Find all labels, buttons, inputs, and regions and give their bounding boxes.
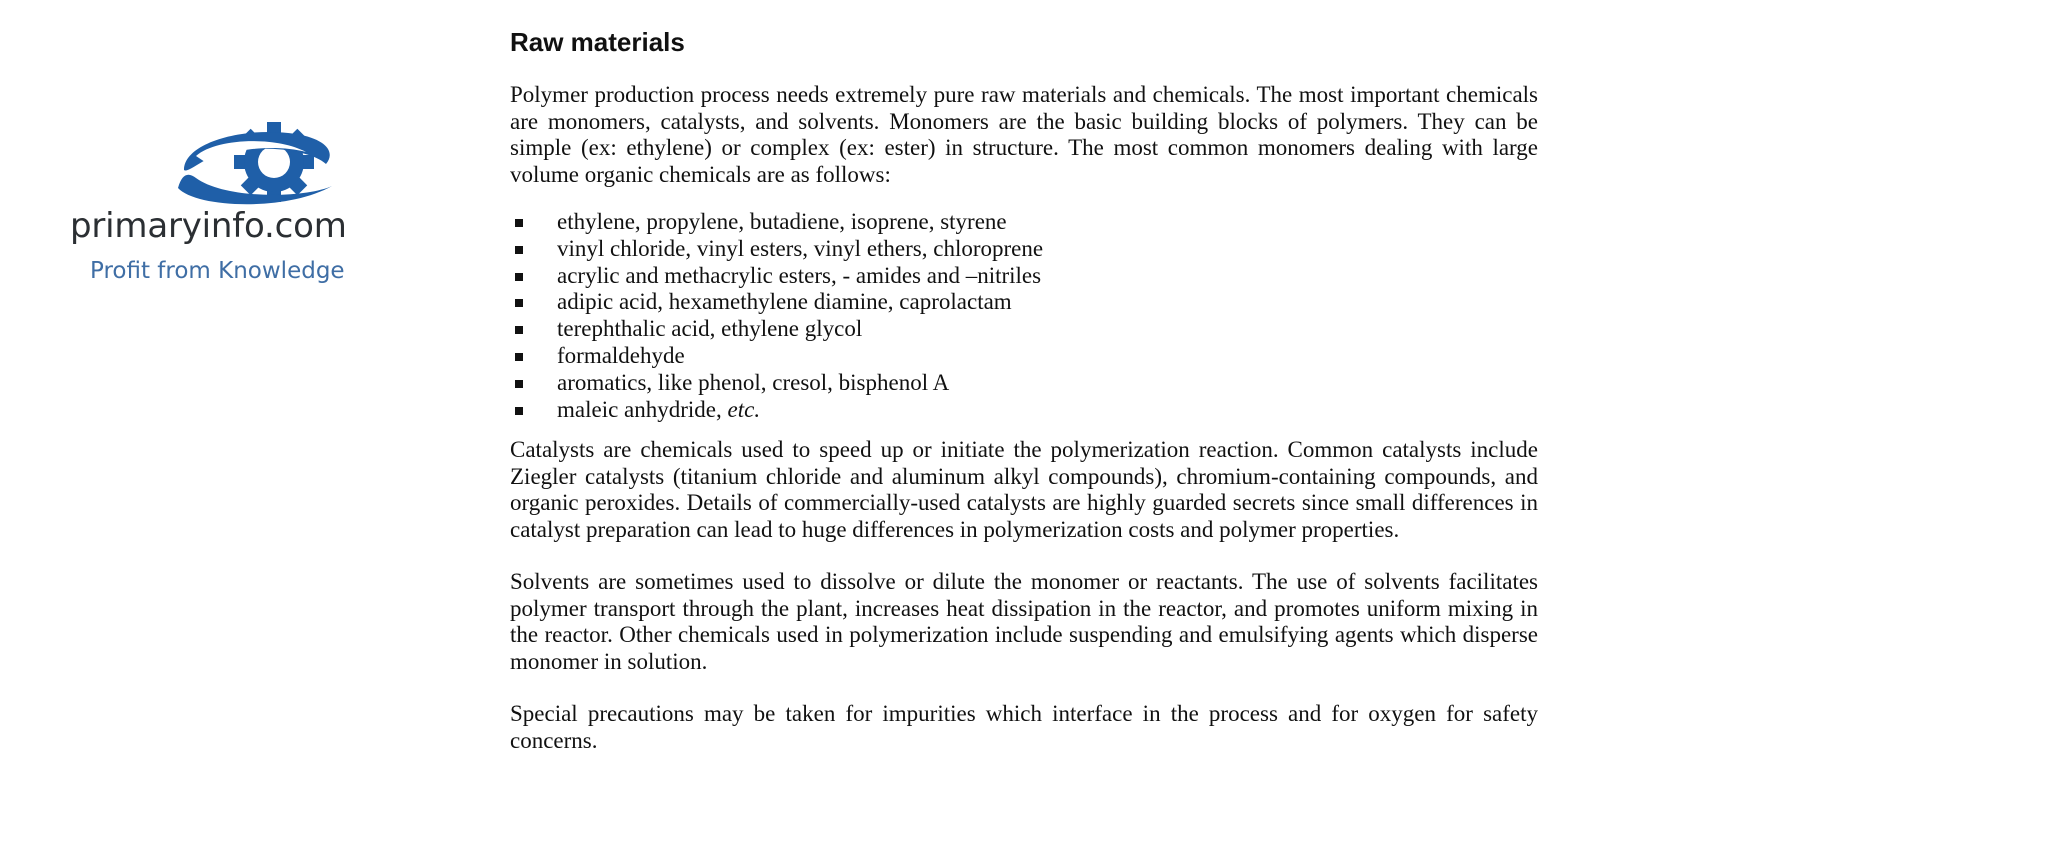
list-item-text: formaldehyde: [557, 342, 685, 368]
list-item-text: adipic acid, hexamethylene diamine, caprolactam: [557, 289, 1012, 315]
bullet-square-icon: [515, 246, 523, 254]
section-title: Raw materials: [510, 27, 685, 57]
list-item-text: vinyl chloride, vinyl esters, vinyl ethers, chloroprene: [557, 235, 1044, 261]
list-item-text: aromatics, like phenol, cresol, bisphenol A: [557, 369, 950, 395]
precautions-paragraph: Special precautions may be taken for impurities which interface in the process and for oxygen for safety concerns.: [510, 701, 1538, 753]
list-item: [510, 289, 1538, 316]
solvents-paragraph: Solvents are sometimes used to dissolve or dilute the monomer or reactants. The use of solvents facilitates polymer transport through the plant, increases heat dissipation in the reactor, and promotes uniform mixing in the reactor. Other chemicals used in polymerization include suspending and emulsifying agents which disperse monomer in solution.: [510, 569, 1538, 674]
bullet-square-icon: [515, 380, 523, 388]
bullet-square-icon: [515, 326, 523, 334]
catalysts-paragraph: Catalysts are chemicals used to speed up or initiate the polymerization reaction. Common catalysts include Ziegler catalysts (titanium chloride and aluminum alkyl compounds), chromium-containing compounds, and organic peroxides. Details of commercially-used catalysts are highly guarded secrets since small differences in catalyst preparation can lead to huge differences in polymerization costs and polymer properties.: [510, 437, 1538, 542]
list-item: [510, 209, 1538, 236]
list-item: [510, 236, 1538, 263]
list-item: [510, 263, 1538, 290]
bullet-square-icon: [515, 407, 523, 415]
list-item: [510, 343, 1538, 370]
list-item-text: terephthalic acid, ethylene glycol: [557, 316, 863, 342]
bullet-square-icon: [515, 273, 523, 281]
brand-tagline: Profit from Knowledge: [90, 258, 345, 284]
list-item: [510, 397, 1538, 424]
bullet-square-icon: [515, 219, 523, 227]
document-body: [510, 24, 1538, 754]
monomer-list: [510, 209, 1538, 423]
brand-logo: [66, 112, 386, 302]
list-item-text: ethylene, propylene, butadiene, isoprene, styrene: [557, 209, 1007, 234]
bullet-square-icon: [515, 299, 523, 307]
list-item: [510, 370, 1538, 397]
gear-with-swoosh-icon: [156, 112, 366, 212]
list-item-italic-text: etc.: [727, 396, 761, 422]
intro-paragraph: Polymer production process needs extremely pure raw materials and chemicals. The most important chemicals are monomers, catalysts, and solvents. Monomers are the basic building blocks of polymers. They can be simple (ex: ethylene) or complex (ex: ester) in structure. The most common monomers dealing with large volume organic chemicals are as follows:: [510, 82, 1538, 187]
brand-name: primaryinfo.com: [70, 206, 347, 246]
list-item-text: acrylic and methacrylic esters, - amides and –nitriles: [557, 262, 1042, 288]
bullet-square-icon: [515, 353, 523, 361]
list-item-text: maleic anhydride,: [557, 396, 728, 422]
list-item: [510, 316, 1538, 343]
